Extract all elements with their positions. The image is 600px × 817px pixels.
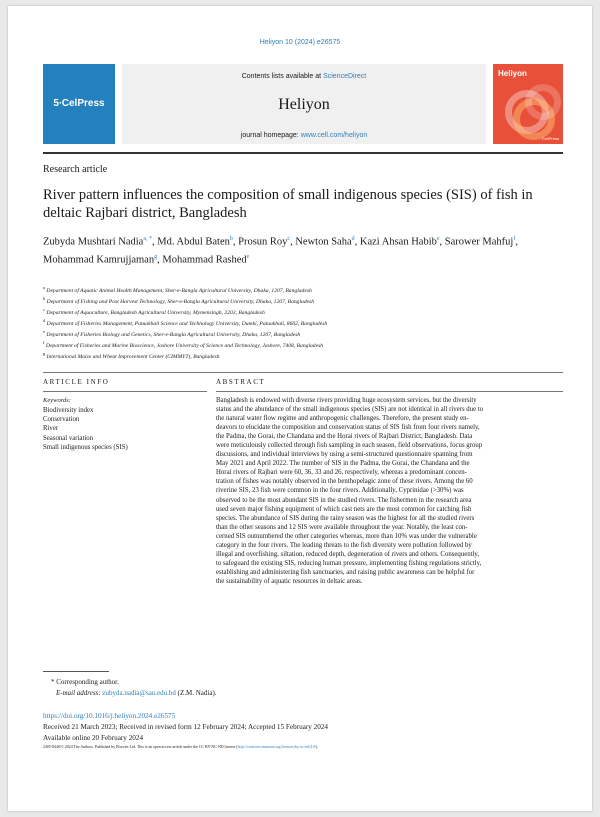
corresponding-author-note: * Corresponding author. xyxy=(51,678,119,686)
affiliation-text: Department of Fisheries Biology and Genetics, Sher-e-Bangla Agricultural University, Dhaka, 1207, Bangladesh xyxy=(45,332,301,339)
journal-cover-image xyxy=(493,64,563,144)
abstract-line: May 2021 and April 2022. The number of SIS in the Padma, the Gorai, the Chandana and the xyxy=(216,460,470,468)
abstract-line: the natural water flow regime and anthropogenic challenges. Therefore, the present study en- xyxy=(216,415,469,423)
affiliation-text: Department of Fishing and Post Harvest Technology, Sher-e-Bangla Agricultural University, Dhaka, 1207, Bangladesh xyxy=(45,298,315,305)
author-affiliation-marker[interactable]: a, * xyxy=(143,236,152,242)
author-name[interactable]: Prosun Roy xyxy=(238,236,288,248)
author-affiliation-marker[interactable]: e xyxy=(246,253,250,260)
affiliation xyxy=(43,317,563,328)
author-affiliation-marker[interactable]: b xyxy=(229,236,233,242)
license-statement xyxy=(43,745,318,749)
section-divider xyxy=(43,372,563,373)
author-name[interactable]: Mohammad Kamrujjaman xyxy=(43,254,155,265)
online-date: Available online 20 February 2024 xyxy=(43,734,144,742)
author-name[interactable]: Zubyda Mushtari Nadia xyxy=(43,236,144,248)
article-type: Research article xyxy=(43,164,108,175)
abstract-heading: ABSTRACT xyxy=(216,378,266,386)
email-link[interactable]: zubyda.nadia@sau.edu.bd xyxy=(102,689,176,697)
article-page xyxy=(8,6,592,811)
email-label: E-mail address: xyxy=(56,689,103,697)
author-name[interactable]: Md. Abdul Baten xyxy=(157,236,230,248)
author-separator: , xyxy=(354,236,360,248)
cellpress-logo-text: 5∙CelPress xyxy=(53,98,105,109)
author-separator: , xyxy=(232,236,239,248)
keyword: Biodiversity index xyxy=(43,407,94,414)
author-name[interactable]: Newton Saha xyxy=(295,236,352,248)
affiliation xyxy=(43,339,563,350)
contents-prefix: Contents lists available at xyxy=(241,73,324,80)
cover-title: Heliyon xyxy=(498,69,527,78)
keyword: Conservation xyxy=(43,416,80,424)
header-divider xyxy=(43,152,563,154)
author-name[interactable]: Sarower Mahfuj xyxy=(444,236,514,248)
author-separator: , xyxy=(157,254,163,265)
keywords-heading: Keywords: xyxy=(43,397,71,404)
contents-list-line xyxy=(122,73,486,80)
journal-banner xyxy=(122,64,486,144)
abstract-line: used seven major fishing equipment of which cast nets are the most common for catching fish xyxy=(216,505,472,513)
journal-reference: Heliyon 10 (2024) e26575 xyxy=(259,39,341,46)
affiliation xyxy=(43,350,563,361)
affiliation-marker: d xyxy=(43,318,46,324)
abstract-line: illegal and overfishing, siltation, reduced depth, degeneration of rivers and others. Consequently, xyxy=(216,550,480,558)
article-info-divider xyxy=(43,391,207,392)
affiliation-marker: e xyxy=(43,329,45,335)
affiliation xyxy=(43,295,563,306)
author-affiliation-marker[interactable]: d xyxy=(351,236,355,242)
abstract-line: tration of fishes was notably observed in the benthopelagic zone of these rivers. Among the 60 xyxy=(216,478,473,486)
abstract-line: observed to be the most abundant SIS in the studied rivers. The fishermen in the research area xyxy=(216,496,472,504)
affiliation-marker: a xyxy=(43,285,45,290)
keyword: River xyxy=(43,425,59,433)
cover-ring-graphic xyxy=(525,84,561,120)
affiliation xyxy=(43,284,563,295)
sciencedirect-link[interactable]: ScienceDirect xyxy=(323,73,367,80)
abstract-line: category in the four rivers. The leading threats to the fish diversity were pollution followed by xyxy=(216,541,472,549)
affiliation-marker: g xyxy=(43,351,46,357)
cellpress-logo xyxy=(43,64,115,144)
author-affiliation-marker[interactable]: e xyxy=(436,236,440,242)
email-suffix: (Z.M. Nadia). xyxy=(175,689,217,697)
author-affiliation-marker[interactable]: c xyxy=(287,236,291,242)
journal-homepage-link[interactable]: www.cell.com/heliyon xyxy=(300,132,368,139)
license-prefix: 2405-8440/© 2024 The Authors. Published by Elsevier Ltd. This is an open access article under the CC BY-NC-ND license ( xyxy=(43,745,238,749)
affiliation-text: Department of Fisheries and Marine Bioscience, Jashore University of Science and Technology, Jashore, 7408, Bangladesh xyxy=(44,343,324,350)
abstract-line: Bangladesh is endowed with diverse rivers providing huge ecosystem services, but the diversity xyxy=(216,397,477,404)
article-info-heading: ARTICLE INFO xyxy=(43,378,110,386)
affiliation-list xyxy=(43,284,563,361)
abstract-line: status and the abundance of the small indigenous species (SIS) are not identical in all rivers due to xyxy=(216,406,484,414)
email-footnote xyxy=(56,689,217,697)
affiliation xyxy=(43,306,563,317)
author-separator: , xyxy=(151,236,158,248)
abstract-line: the sustainability of aquatic resources in deltaic areas. xyxy=(216,577,363,585)
affiliation-text: Department of Aquatic Animal Health Management, Sher-e-Bangla Agricultural University, Dhaka, 1207, Bangladesh xyxy=(45,287,312,294)
affiliation-marker: f xyxy=(43,340,45,346)
affiliation-text: International Maize and Wheat Improvement Center (CIMMYT), Bangladesh xyxy=(45,354,220,361)
author-separator: , xyxy=(439,236,445,248)
journal-title: Heliyon xyxy=(278,96,330,113)
abstract-line: establishing and administering fish sanctuaries, and raising public awareness can be helpful for xyxy=(216,568,475,576)
license-link[interactable]: http://creativecommons.org/licenses/by-nc-nd/4.0/ xyxy=(237,745,316,749)
footnote-divider xyxy=(43,671,109,672)
homepage-prefix: journal homepage: xyxy=(240,132,301,139)
author-affiliation-marker[interactable]: g xyxy=(154,253,158,260)
abstract-line: to safeguard the existing SIS, reducing human pressure, implementing fishing regulations strictly, xyxy=(216,559,482,567)
abstract-line: cerned SIS outnumbered the other categories whereas, more than 10% was under the vulnerable xyxy=(216,532,477,540)
keyword: Small indigenous species (SIS) xyxy=(43,443,128,451)
author-name[interactable]: Mohammad Rashed xyxy=(162,254,247,265)
author-separator: , xyxy=(515,236,518,248)
keyword: Seasonal variation xyxy=(43,434,94,442)
abstract-divider xyxy=(216,391,563,392)
affiliation-marker: b xyxy=(43,296,46,302)
affiliation-text: Department of Fisheries Management, Patuakhali Science and Technology University, Dumki, Patuakhali, 8602, Bangladesh xyxy=(45,321,328,328)
abstract-line: species. The abundance of SIS during the rainy season was the highest for all the studied rivers xyxy=(216,514,475,522)
author-list xyxy=(43,232,563,267)
affiliation xyxy=(43,328,563,339)
abstract-line: were meticulously collected through fish sampling in each season, field observations, focus group xyxy=(216,442,483,450)
abstract-line: riverine SIS, 23 fish were common in the four rivers. Additionally, Cyprinidae (>30%) was xyxy=(216,487,464,495)
keyword-list xyxy=(43,406,128,452)
abstract-line: deavors to elucidate the composition and conservation status of SIS fish from four rivers namely, xyxy=(216,424,480,432)
affiliation-text: Department of Aquaculture, Bangladesh Agricultural University, Mymensingh, 2202, Bangladesh xyxy=(45,309,265,316)
journal-homepage-line xyxy=(122,132,486,139)
abstract-line: the Padma, the Gorai, the Chandana and the Horai rivers of Rajbari District, Bangladesh. Data xyxy=(216,433,473,441)
received-dates: Received 21 March 2023; Received in revised form 12 February 2024; Accepted 15 February 2024 xyxy=(43,723,329,731)
affiliation-marker: c xyxy=(43,307,45,313)
doi-link[interactable]: https://doi.org/10.1016/j.heliyon.2024.e26575 xyxy=(43,712,176,720)
article-title: River pattern influences the composition of small indigenous species (SIS) of fish in deltaic Rajbari district, Bangladesh xyxy=(43,187,533,221)
abstract-line: than the other seasons and 12 SIS were available throughout the year. Notably, the least con- xyxy=(216,523,468,531)
abstract-line: discussions, and individual interviews by using a semi-structured questionnaire spanning from xyxy=(216,451,473,459)
author-separator: , xyxy=(290,236,296,248)
cover-footer: CellPress xyxy=(541,136,559,141)
abstract-text xyxy=(216,396,563,586)
author-affiliation-marker[interactable]: f xyxy=(513,236,516,242)
license-suffix: ). xyxy=(315,745,319,749)
author-name[interactable]: Kazi Ahsan Habib xyxy=(359,236,437,248)
abstract-line: Horai rivers of Rajbari were 60, 36, 33 and 26, respectively, whereas a predominant concen- xyxy=(216,469,467,477)
